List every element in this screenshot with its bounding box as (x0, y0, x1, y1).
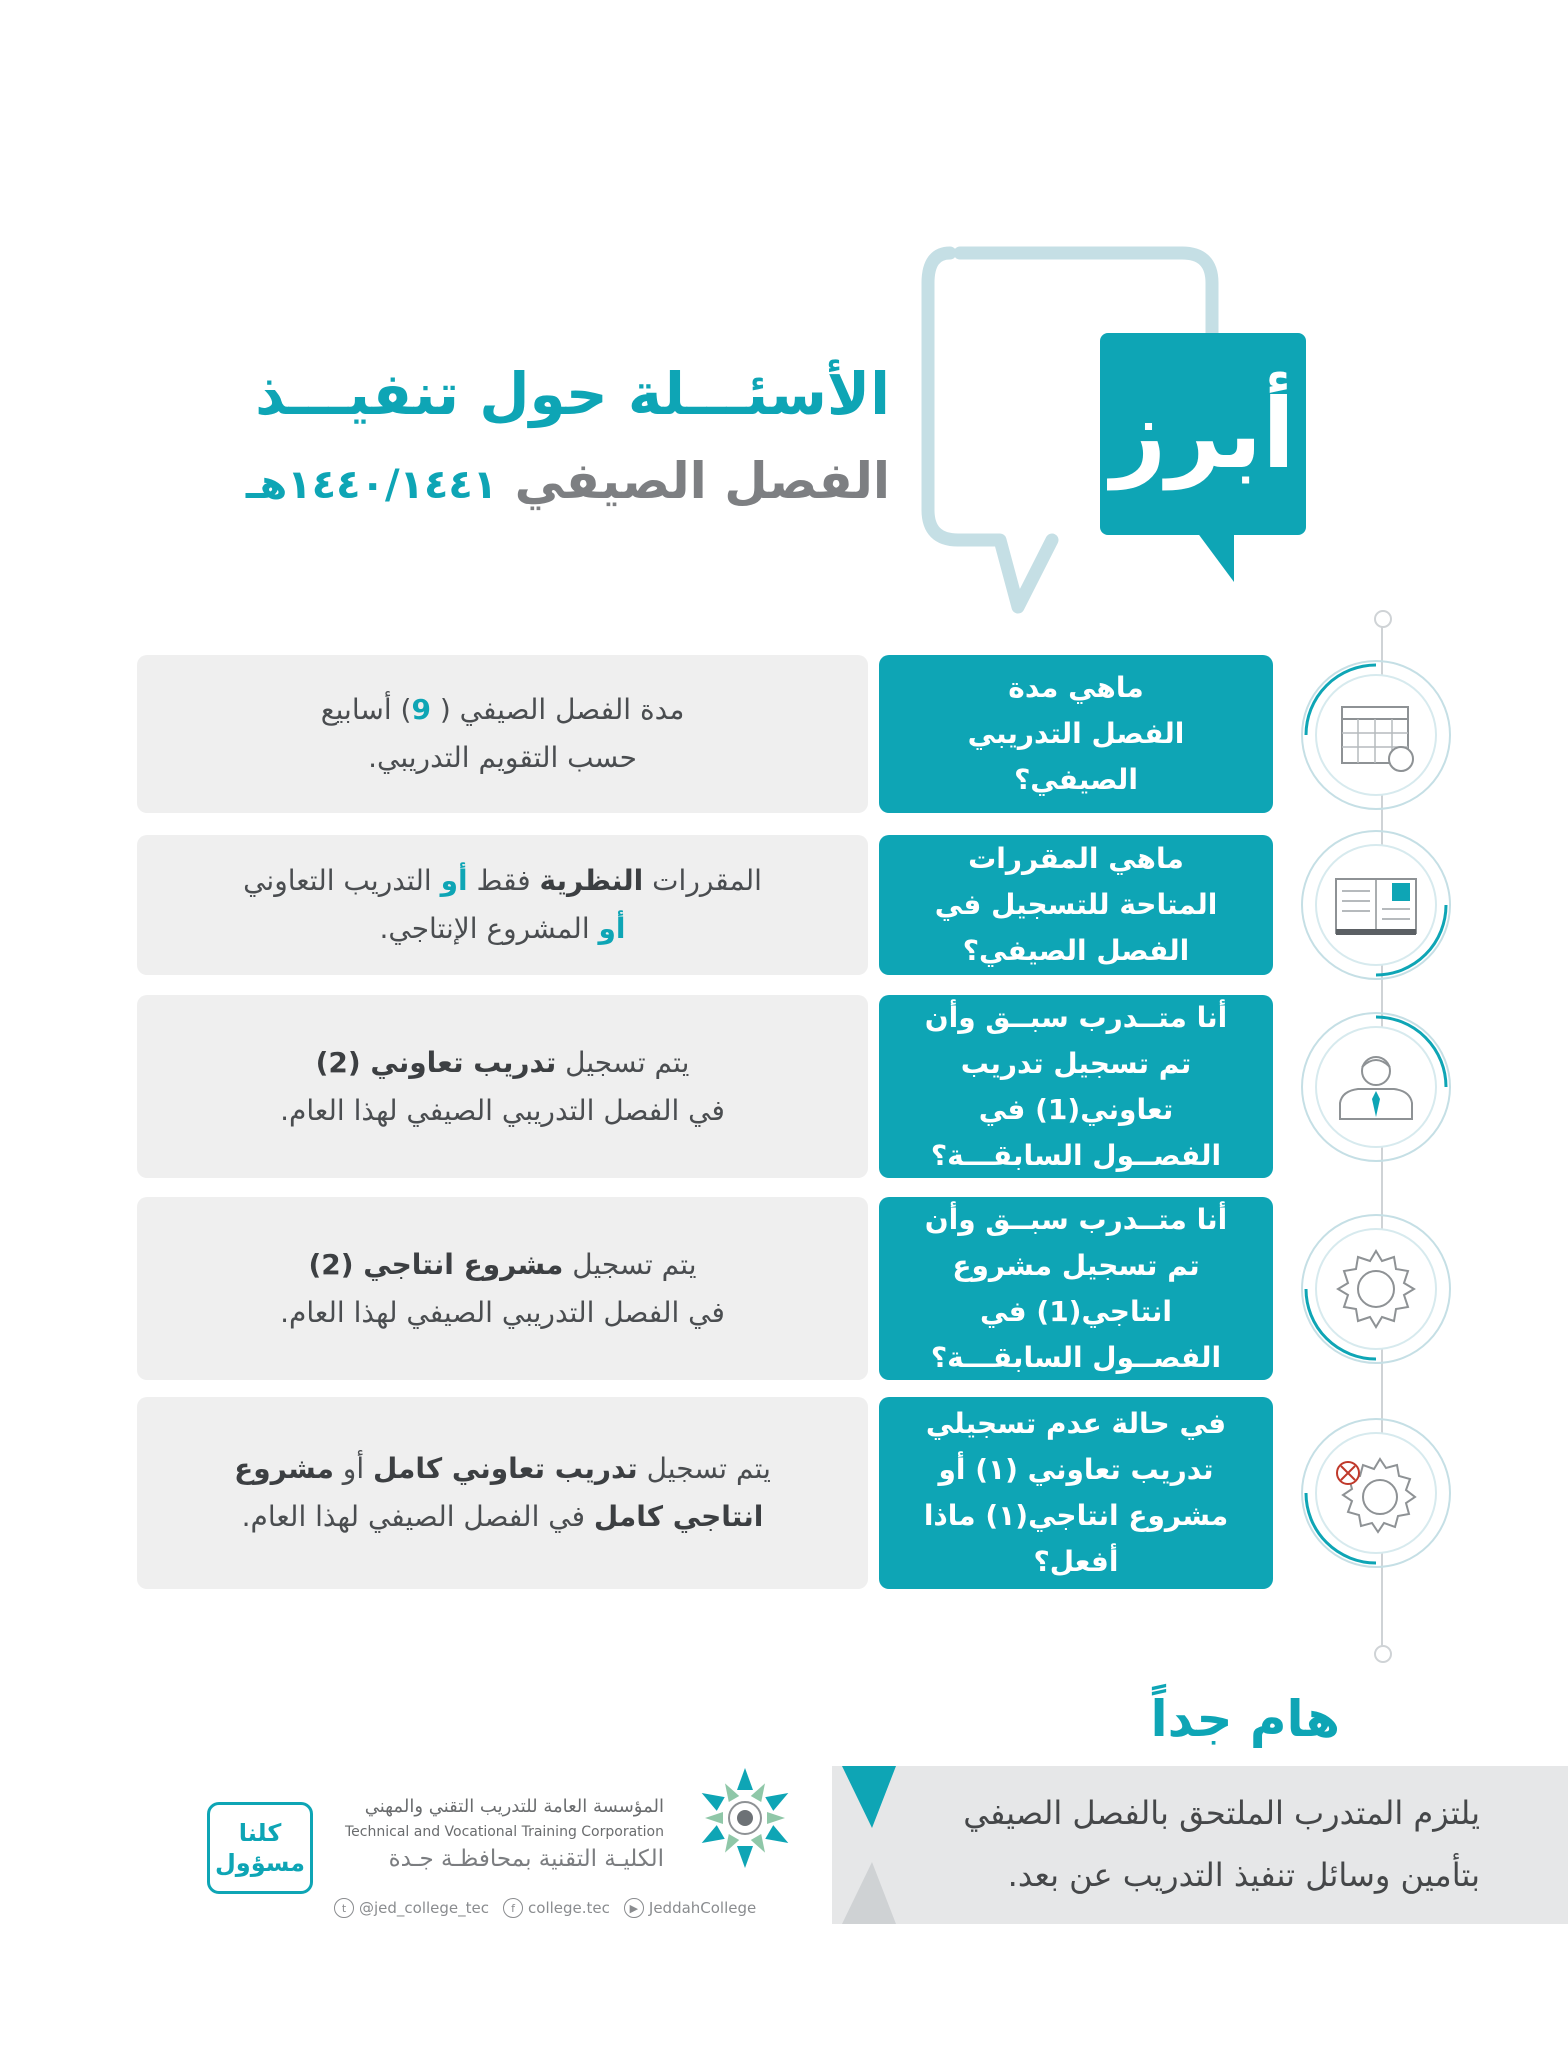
twitter-handle: @jed_college_tec (359, 1899, 490, 1917)
answer-text: التدريب التعاوني (243, 864, 441, 897)
answer-text: المقررات (643, 864, 762, 897)
faq-answer (137, 1397, 868, 1589)
answer-highlight: أو (440, 864, 468, 897)
answer-text: في الفصل الصيفي لهذا العام. (241, 1500, 594, 1533)
timeline-start-dot (1374, 610, 1392, 628)
page-title: الأسئـــلة حول تنفيـــذ (255, 360, 890, 428)
faq-answer (137, 655, 868, 813)
answer-text: فقط (467, 864, 540, 897)
question-text: في حالة عدم تسجيلي تدريب تعاوني (١) أو مشروع انتاجي(١) ماذا أفعل؟ (923, 1407, 1229, 1578)
tvtc-logo-icon (690, 1763, 800, 1873)
timeline-end-dot (1374, 1645, 1392, 1663)
faq-row (0, 835, 1568, 975)
answer-text: المشروع الإنتاجي. (379, 912, 599, 945)
org-name-english: Technical and Vocational Training Corporation (345, 1824, 664, 1840)
faq-answer (137, 835, 868, 975)
campaign-logo (207, 1802, 313, 1894)
answer-highlight: 9 (411, 693, 431, 726)
facebook-handle: college.tec (528, 1899, 610, 1917)
answer-text: أو (333, 1452, 374, 1485)
facebook-link[interactable] (503, 1898, 610, 1918)
answer-bold: مشروع (234, 1452, 334, 1485)
faq-question (879, 1397, 1273, 1589)
question-text: ماهي المقررات المتاحة للتسجيل في الفصل الصيفي؟ (934, 842, 1218, 967)
trainee-icon (1296, 1007, 1456, 1167)
youtube-link[interactable] (624, 1898, 756, 1918)
faq-row (0, 995, 1568, 1178)
youtube-icon: ▶ (624, 1898, 644, 1918)
important-heading: هام جداً (1150, 1690, 1340, 1748)
answer-text: يتم تسجيل (563, 1247, 697, 1281)
answer-text: حسب التقويم التدريبي. (368, 741, 637, 774)
answer-bold: تدريب تعاوني (2) (315, 1045, 557, 1079)
newspaper-icon (1296, 825, 1456, 985)
faq-row (0, 1197, 1568, 1380)
faq-row (0, 1397, 1568, 1589)
college-name: الكليـة التقنية بمحافظـة جـدة (388, 1846, 664, 1872)
faq-answer (137, 1197, 868, 1380)
social-links (334, 1898, 804, 1918)
calendar-icon (1296, 655, 1456, 815)
faq-answer (137, 995, 868, 1178)
answer-text: مدة الفصل الصيفي ( (430, 693, 685, 726)
page-subtitle (245, 452, 890, 510)
org-name-arabic: المؤسسة العامة للتدريب التقني والمهني (364, 1796, 664, 1817)
gear-icon (1296, 1209, 1456, 1369)
subtitle-main: الفصل الصيفي (514, 452, 890, 510)
faq-row (0, 655, 1568, 813)
youtube-handle: JeddahCollege (648, 1899, 757, 1917)
answer-bold: انتاجي كامل (593, 1500, 764, 1533)
answer-text: في الفصل التدريبي الصيفي لهذا العام. (280, 1295, 725, 1329)
important-line: بتأمين وسائل تنفيذ التدريب عن بعد. (1007, 1856, 1480, 1894)
facebook-icon: f (503, 1898, 523, 1918)
answer-bold: النظرية (539, 864, 644, 897)
campaign-logo-line: مسؤول (214, 1849, 306, 1877)
answer-text: في الفصل التدريبي الصيفي لهذا العام. (280, 1093, 725, 1127)
highlight-badge: أبرز (1100, 333, 1306, 535)
faq-question (879, 655, 1273, 813)
important-line: يلتزم المتدرب الملتحق بالفصل الصيفي (963, 1794, 1480, 1832)
question-text: ماهي مدة الفصل التدريبي الصيفي؟ (967, 671, 1185, 796)
answer-text: ) أسابيع (320, 693, 412, 726)
gear-cancel-icon (1296, 1413, 1456, 1573)
faq-question (879, 1197, 1273, 1380)
twitter-icon: t (334, 1898, 354, 1918)
answer-bold: مشروع انتاجي (2) (308, 1247, 564, 1281)
answer-bold: تدريب تعاوني كامل (373, 1452, 638, 1485)
answer-highlight: أو (598, 912, 626, 945)
twitter-link[interactable] (334, 1898, 489, 1918)
faq-question (879, 995, 1273, 1178)
campaign-logo-line: كلنا (238, 1819, 282, 1847)
question-text: أنا متــدرب سبــق وأن تم تسجيل تدريب تعاوني(1) في الفصــول السابقـــة؟ (924, 1000, 1228, 1172)
subtitle-year: ١٤٤٠/١٤٤١هـ (245, 462, 498, 508)
question-text: أنا متــدرب سبــق وأن تم تسجيل مشروع انتاجي(1) في الفصــول السابقـــة؟ (924, 1202, 1228, 1374)
badge-tail-icon (1188, 520, 1238, 590)
answer-text: يتم تسجيل (556, 1045, 690, 1079)
answer-text: يتم تسجيل (637, 1452, 771, 1485)
faq-question (879, 835, 1273, 975)
important-text (880, 1782, 1480, 1906)
